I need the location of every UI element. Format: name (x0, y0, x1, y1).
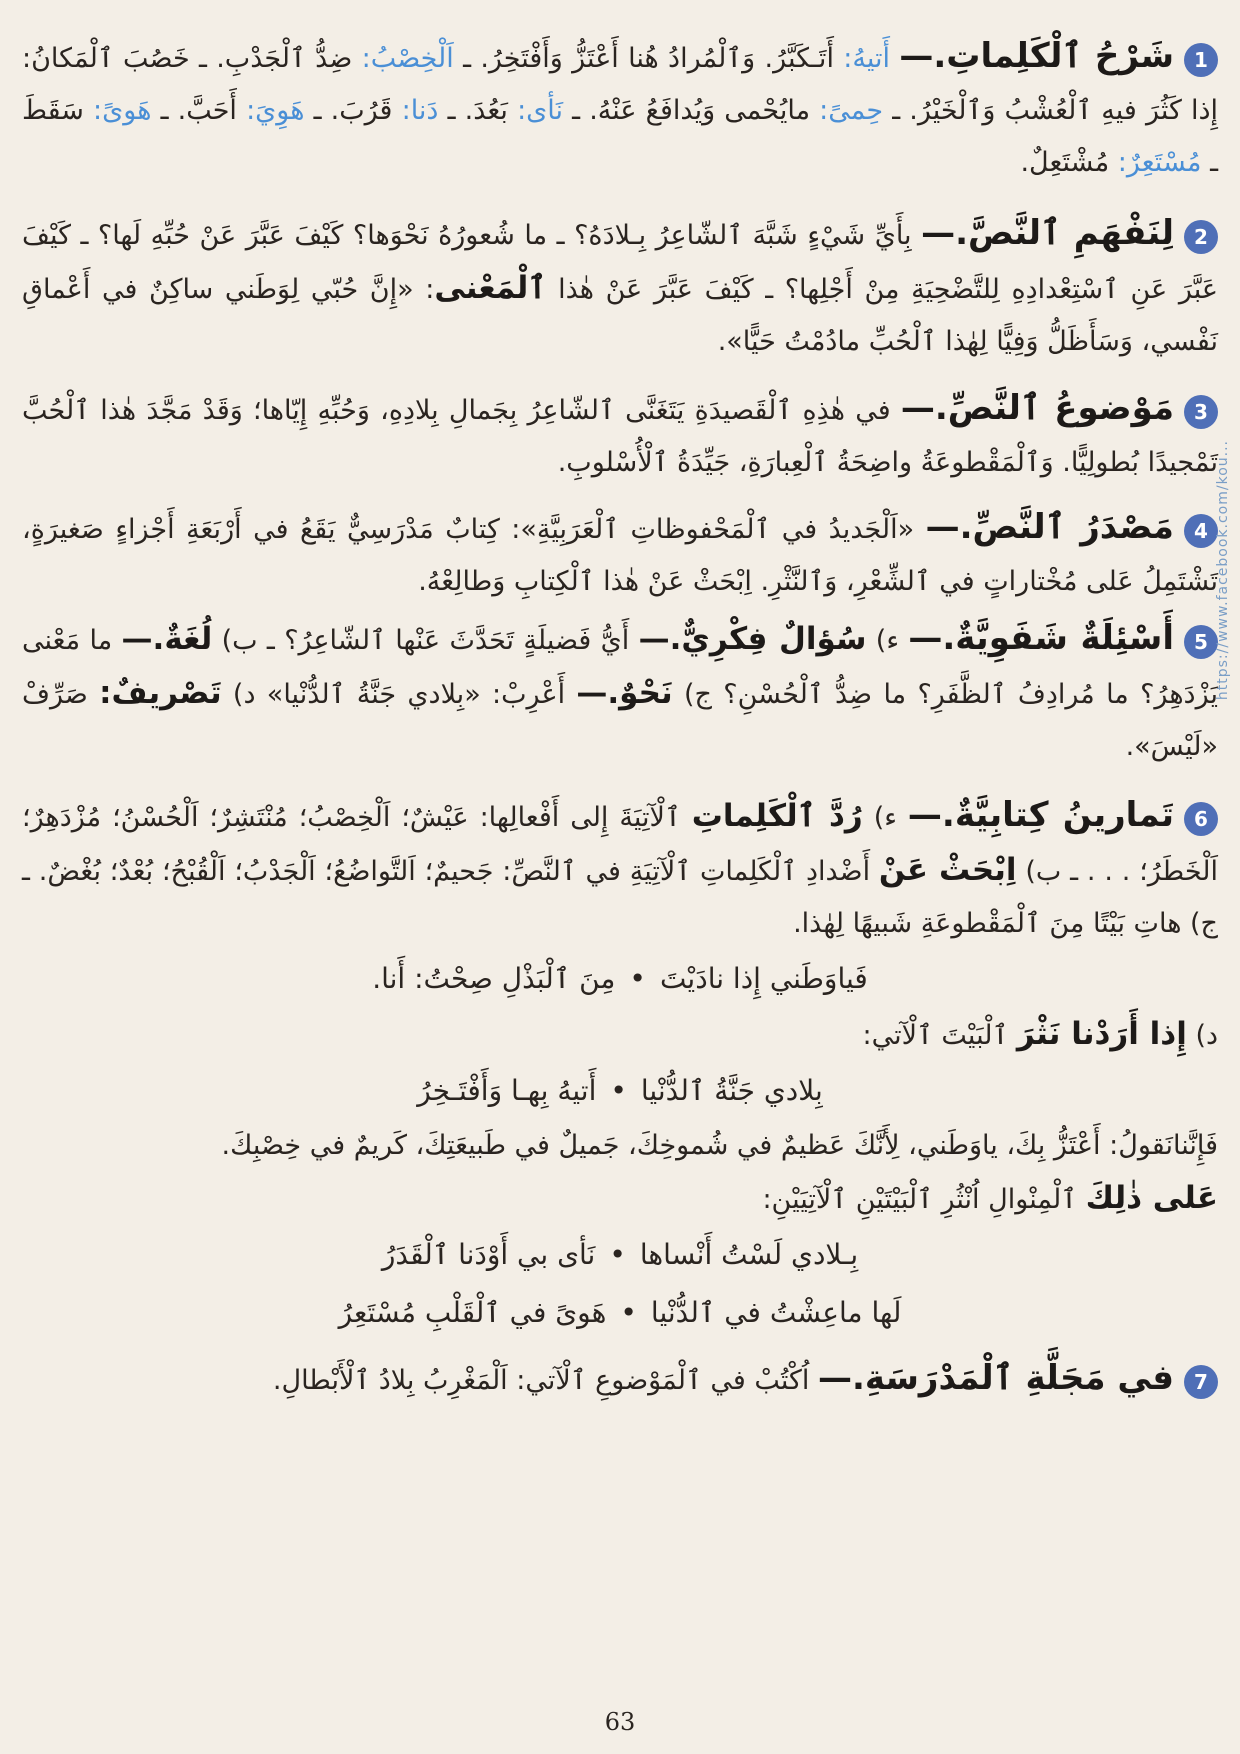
item-label: د) (1186, 1020, 1218, 1051)
section-number-badge: 5 (1184, 625, 1218, 659)
verse-hemistich: لَها ماعِشْتُ في ٱلدُّنْيا (650, 1296, 902, 1329)
section-number-badge: 3 (1184, 395, 1218, 429)
verse-separator: • (610, 1074, 627, 1107)
section-number-badge: 7 (1184, 1365, 1218, 1399)
item-body: ٱلْآتِيَةَ إِلى أَفْعالِها: عَيْشٌ؛ اَلْخِصْبُ؛ مُنْتَشِرٌ؛ اَلْحُسْنُ؛ مُزْدَهِرٌ؛ اَلْخَطَرُ؛ . . . ـ ب) (22, 802, 1218, 887)
subheading-prose: إِذا أَرَدْنا نَثْرَ (1016, 1016, 1187, 1052)
item-body: أَعْرِبْ: «بِلادي جَنَّةُ ٱلدُّنْيا» د) (221, 679, 577, 710)
poem-verse (22, 950, 1218, 1008)
section-heading: لِنَفْهَمِ ٱلنَّصَّ.— (921, 213, 1174, 253)
verse-hemistich: بِلادي جَنَّةُ ٱلدُّنْيا (640, 1074, 823, 1107)
poem-verse (22, 1062, 1218, 1120)
verse-separator: • (620, 1296, 637, 1329)
defined-word: اَلْخِصْبُ: (361, 43, 454, 74)
verse-separator: • (629, 962, 646, 995)
verse-hemistich: فَياوَطَني إِذا نادَيْتَ (659, 962, 868, 995)
defined-word: هَوِيَ: (246, 95, 305, 126)
item-label: ء) (862, 802, 908, 833)
item-body: ما مَعْنى يَزْدَهِرُ؟ ما مُرادِفُ ٱلظَّفَرِ؟ ما ضِدُّ ٱلْحُسْنِ؟ ج) (22, 625, 1218, 710)
section-body-tail: : «إِنَّ حُبّي لِوَطَني ساكِنٌ في أَعْماقِ نَفْسي، وَسَأَظَلُّ وَفِيًّا لِهٰذا ٱلْحُبِّ مادُمْتُ حَيًّا». (22, 274, 1218, 357)
definition-text: بَعُدَ. ـ (438, 95, 518, 126)
subheading-return-words: رُدَّ ٱلْكَلِماتِ (691, 798, 863, 834)
section-text-source (22, 501, 1218, 608)
section-word-explanations (22, 30, 1218, 189)
definition-text: أَتَـكَبَّرُ. وَٱلْمُرادُ هُنا أَعْتَزُّ وَأَفْتَخِرُ. ـ (453, 43, 844, 74)
prose-example: فَإِنَّنانَقولُ: أَعْتَزُّ بِكَ، ياوَطَني، لِأَنَّكَ عَظيمٌ في شُموخِكَ، جَميلٌ في طَبيعَتِكَ، كَريمٌ في خِصْبِكَ. (221, 1130, 1218, 1161)
section-heading: مَوْضوعُ ٱلنَّصِّ.— (900, 388, 1175, 428)
subheading-same-pattern: عَلى ذٰلِكَ (1085, 1180, 1218, 1216)
verse-separator: • (609, 1238, 626, 1271)
item-body: ٱلْبَيْتَ ٱلْآتي: (862, 1020, 1017, 1051)
defined-word: دَنا: (401, 95, 439, 126)
item-label: ء) (866, 625, 909, 656)
item-body: أَضْدادِ ٱلْكَلِماتِ ٱلْآتِيَةِ في ٱلنَّصِّ: جَحيمٌ؛ اَلتَّواضُعُ؛ اَلْجَدْبُ؛ اَلْقُبْحُ؛ بُعْدٌ؛ بُغْضٌ. ـ ج) هاتِ بَيْتًا مِنَ ٱلْمَقْطوعَةِ شَبيهًا لِهٰذا. (22, 856, 1218, 939)
definition-text: مُشْتَعِلٌ. (1020, 147, 1118, 178)
subheading-grammar: نَحْوٌ.— (576, 675, 673, 711)
section-number-badge: 6 (1184, 802, 1218, 836)
bold-term: ٱلْمَعْنى (434, 270, 547, 306)
section-body: في هٰذِهِ ٱلْقَصيدَةِ يَتَغَنَّى ٱلشّاعِرُ بِجَمالِ بِلادِهِ، وَحُبِّهِ إِيّاها؛ وَقَدْ مَجَّدَ هٰذا ٱلْحُبَّ تَمْجيدًا بُطولِيًّا. وَٱلْمَقْطوعَةُ واضِحَةُ ٱلْعِبارَةِ، جَيِّدَةُ ٱلْأُسْلوبِ. (22, 395, 1218, 478)
definition-text: مايُحْمى وَيُدافَعُ عَنْهُ. ـ (563, 95, 820, 126)
defined-word: حِمىً: (819, 95, 884, 126)
item-body: ٱلْمِنْوالِ اُنْثُرِ ٱلْبَيْتَيْنِ ٱلْآتِيَيْنِ: (762, 1184, 1086, 1215)
defined-word: مُسْتَعِرٌ: (1117, 147, 1202, 178)
defined-word: هَوىً: (93, 95, 152, 126)
item-body: صَرِّفْ «لَيْسَ». (22, 679, 1218, 762)
defined-word: نَأى: (517, 95, 564, 126)
verse-hemistich: بِـلادي لَسْتُ أَنْساها (639, 1238, 859, 1271)
section-number-badge: 2 (1184, 220, 1218, 254)
side-watermark-link: https://www.facebook.com/kou... (1215, 440, 1231, 701)
poem-verse (22, 1284, 1218, 1342)
definition-text: سَقَطَ ـ (22, 95, 1218, 178)
definition-text: ضِدُّ ٱلْجَدْبِ. ـ خَصُبَ ٱلْمَكانُ: إِذا كَثُرَ فيهِ ٱلْعُشْبُ وَٱلْخَيْرُ. ـ (22, 43, 1219, 126)
section-heading: شَرْحُ ٱلْكَلِماتِ.— (899, 36, 1175, 76)
section-written-exercises (22, 789, 1218, 1342)
verse-hemistich: هَوىً في ٱلْقَلْبِ مُسْتَعِرُ (338, 1296, 607, 1329)
defined-word: أَتيهُ: (843, 43, 891, 74)
section-heading: تَمارينُ كِتابِيَّةٌ.— (907, 795, 1174, 835)
verse-hemistich: مِنَ ٱلْبَذْلِ صِحْتُ: أَنا. (372, 962, 616, 995)
subheading-morphology: تَصْريفٌ: (99, 675, 222, 711)
item-body: أَيُّ فَضيلَةٍ تَحَدَّثَ عَنْها ٱلشّاعِرُ؟ ـ ب) (212, 625, 639, 656)
definition-text: أَحَبَّ. ـ (151, 95, 247, 126)
subheading-language: لُغَةٌ.— (121, 621, 213, 657)
section-number-badge: 4 (1184, 514, 1218, 548)
verse-hemistich: نَأى بي أَوْدَنا ٱلْقَدَرُ (381, 1238, 596, 1271)
section-oral-questions (22, 612, 1218, 773)
section-body: اُكْتُبْ في ٱلْمَوْضوعِ ٱلْآتي: اَلْمَغْرِبُ بِلادُ ٱلْأَبْطالِ. (272, 1365, 818, 1396)
section-body: «اَلْجَديدُ في ٱلْمَحْفوظاتِ ٱلْعَرَبِيَّةِ»: كِتابٌ مَدْرَسِيٌّ يَقَعُ في أَرْبَعَةِ أَجْزاءٍ صَغيرَةٍ، تَشْتَمِلُ عَلى مُخْتاراتٍ في ٱلشِّعْرِ، وَٱلنَّثْرِ. اِبْحَثْ عَنْ هٰذا ٱلْكِتابِ وَطالِعْهُ. (22, 514, 1218, 597)
page-number: 63 (604, 1708, 636, 1736)
subheading-thought-question: سُؤالٌ فِكْرِيٌّ.— (638, 621, 867, 657)
definition-text: قَرُبَ. ـ (304, 95, 402, 126)
subheading-find-opposites: اِبْحَثْ عَنْ (878, 852, 1017, 888)
section-text-topic (22, 382, 1218, 489)
section-heading: أَسْئِلَةٌ شَفَوِيَّةٌ.— (908, 618, 1174, 658)
section-school-magazine (22, 1352, 1218, 1407)
section-number-badge: 1 (1184, 43, 1218, 77)
verse-hemistich: أَتيهُ بِهـا وَأَفْتَـخِرُ (417, 1074, 597, 1107)
section-understanding-text (22, 207, 1218, 368)
section-body: بِأَيِّ شَيْءٍ شَبَّهَ ٱلشّاعِرُ بِـلادَهُ؟ ـ ما شُعورُهُ نَحْوَها؟ كَيْفَ عَبَّرَ عَنْ حُبِّهِ لَها؟ ـ كَيْفَ عَبَّرَ عَنِ ٱسْتِعْدادِهِ لِلتَّضْحِيَةِ مِنْ أَجْلِها؟ ـ كَيْفَ عَبَّرَ عَنْ هٰذا (22, 220, 1218, 305)
section-heading: في مَجَلَّةِ ٱلْمَدْرَسَةِ.— (817, 1358, 1174, 1398)
section-heading: مَصْدَرُ ٱلنَّصِّ.— (925, 507, 1174, 547)
poem-verse (22, 1226, 1218, 1284)
